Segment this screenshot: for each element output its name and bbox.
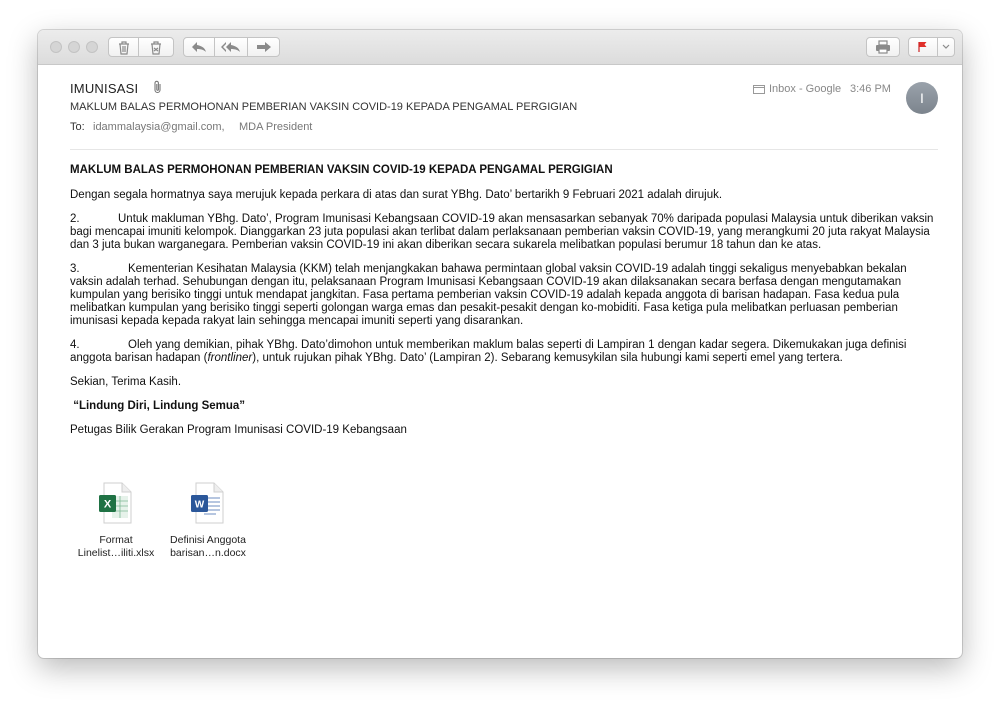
message-header [70,78,938,148]
reply-icon [191,41,207,53]
mailbox-label [753,83,841,95]
paragraph-number: 4. [70,339,80,351]
attachment-name: Definisi Anggota barisan…n.docx [170,534,246,559]
flag-menu-button[interactable] [937,37,955,57]
recipient[interactable]: idammalaysia@gmail.com, [93,121,225,133]
trash-icon [117,40,131,55]
word-file-icon [190,482,226,524]
header-divider [70,149,938,150]
paragraph-number: 2. [70,213,80,225]
reply-button[interactable] [183,37,215,57]
forward-button[interactable] [247,37,280,57]
message-body [70,164,940,448]
toolbar [38,30,962,65]
mailbox-icon [753,84,765,94]
close-window-button[interactable] [50,41,62,53]
attachment-name: Format Linelist…iliti.xlsx [77,534,155,559]
delete-button[interactable] [108,37,139,57]
message-subject: MAKLUM BALAS PERMOHONAN PEMBERIAN VAKSIN COVID-19 KEPADA PENGAMAL PERGIGIAN [70,101,578,113]
reply-all-button[interactable] [214,37,248,57]
attachment-xlsx[interactable] [66,482,166,560]
paragraph-text: ), untuk rujukan pihak YBhg. Dato’ (Lampiran 2). Sebarang kemusykilan sila hubungi kami seperti emel yang tertera. [252,352,843,364]
print-button[interactable] [866,37,900,57]
svg-text:X: X [103,498,112,511]
excel-file-icon [98,482,134,524]
closing: Sekian, Terima Kasih. [70,376,182,388]
paragraph-text: Oleh yang demikian, pihak YBhg. Dato’dimohon untuk memberikan maklum balas seperti di Lampiran 1 dengan kadar segera. Dikemukakan juga definisi anggota barisan hadapan ( [70,339,907,364]
zoom-window-button[interactable] [86,41,98,53]
junk-icon [149,40,163,55]
paragraph-italic: frontliner [207,352,253,364]
body-intro: Dengan segala hormatnya saya merujuk kepada perkara di atas dan surat YBhg. Dato’ bertarikh 9 Februari 2021 adalah dirujuk. [70,189,723,201]
body-title: MAKLUM BALAS PERMOHONAN PEMBERIAN VAKSIN COVID-19 KEPADA PENGAMAL PERGIGIAN [70,164,613,176]
body-paragraph-2 [70,213,940,252]
forward-icon [256,41,272,53]
printer-icon [875,40,891,54]
slogan: “Lindung Diri, Lindung Semua” [70,400,246,412]
signature: Petugas Bilik Gerakan Program Imunisasi COVID-19 Kebangsaan [70,424,407,436]
body-paragraph-4 [70,339,940,365]
paperclip-icon [153,80,163,94]
red-flag-icon [918,41,928,53]
reply-all-icon [221,41,241,53]
mail-window [38,30,962,658]
flag-button[interactable] [908,37,938,57]
minimize-window-button[interactable] [68,41,80,53]
recipient[interactable]: MDA President [239,121,313,133]
chevron-down-icon [942,44,950,50]
junk-button[interactable] [138,37,174,57]
to-label: To: [70,121,85,133]
sender-name: IMUNISASI [70,81,139,96]
message-time: 3:46 PM [850,83,891,95]
body-paragraph-3 [70,263,940,328]
attachment-docx[interactable] [158,482,258,560]
paragraph-text: Untuk makluman YBhg. Dato’, Program Imunisasi Kebangsaan COVID-19 akan mensasarkan sebanyak 70% daripada populasi Malaysia untuk diberikan vaksin bagi mencapai imuniti kelompok. Dianggarkan 23 juta populasi akan terlibat dalam perlaksanaan pemberian vaksin COVID-19, yang merangkumi 20 juta rakyat Malaysia dan 3 juta bukan warganegara. Pemberian vaksin COVID-19 ini akan diberikan secara sukarela melibatkan populasi berumur 18 tahun dan ke atas. [70,213,934,251]
mailbox-name: Inbox - Google [769,83,842,95]
avatar: I [906,82,938,114]
svg-text:W: W [194,499,205,511]
paragraph-number: 3. [70,263,80,275]
paragraph-text: Kementerian Kesihatan Malaysia (KKM) telah menjangkakan bahawa permintaan global vaksin COVID-19 adalah tinggi sekaligus menyebabkan bekalan vaksin adalah terhad. Sehubungan dengan itu, pelaksanaan Program Imunisasi Kebangsaan COVID-19 akan dilaksanakan secara berfasa dengan mengutamakan kumpulan yang berisiko tinggi untuk mendapat jangkitan. Fasa pertama pemberian vaksin COVID-19 adalah kepada anggota di barisan hadapan. Fasa kedua pula melibatkan kumpulan yang berisiko tinggi seperti golongan warga emas dan pesakit-pesakit dengan ko-mobiditi. Fasa ketiga pula melibatkan perluasan pemberian imunisasi kepada kepada rakyat lain sehingga mencapai imuniti seperti yang disarankan. [70,263,907,327]
